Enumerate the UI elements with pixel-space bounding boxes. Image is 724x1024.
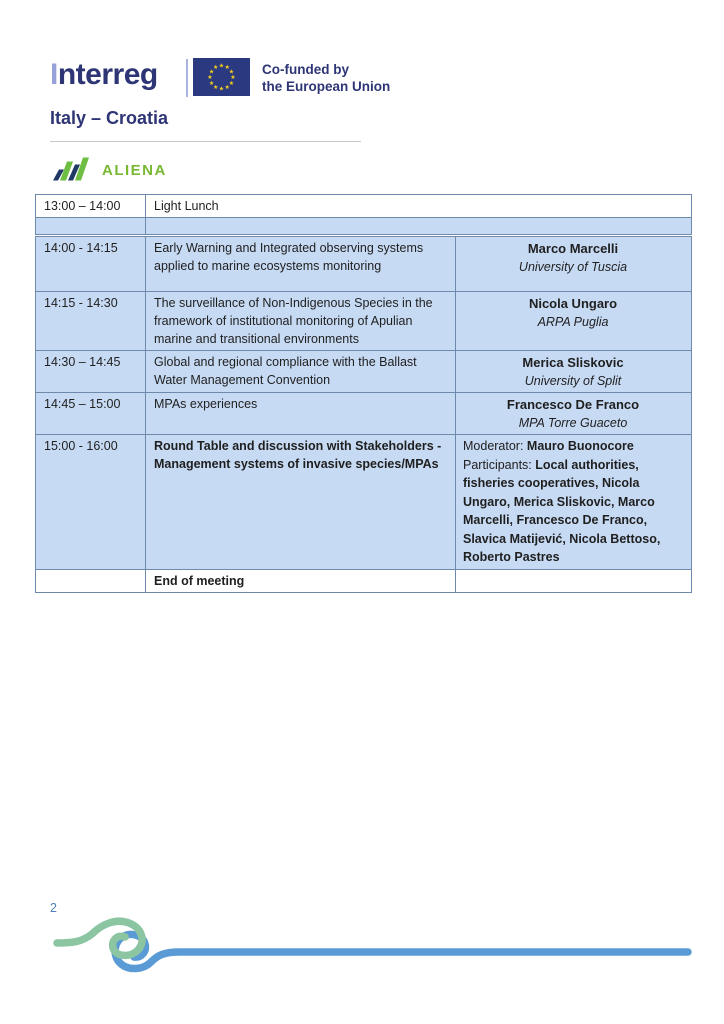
interreg-wordmark-rest: nterreg <box>57 58 158 91</box>
session-cell: Early Warning and Integrated observing systems applied to marine ecosystems monitoring <box>146 237 456 292</box>
session-cell: Global and regional compliance with the Ballast Water Management Convention <box>146 351 456 393</box>
agenda-table-main <box>35 236 691 593</box>
session-cell: End of meeting <box>146 569 456 592</box>
interreg-wordmark-initial: I <box>50 58 58 91</box>
time-cell: 14:15 - 14:30 <box>36 292 146 351</box>
speaker-affiliation: University of Tuscia <box>518 260 628 274</box>
speaker-cell <box>456 569 692 592</box>
speaker-cell <box>456 292 692 351</box>
speaker-name: Merica Sliskovic <box>522 355 624 370</box>
session-cell: Light Lunch <box>146 195 692 218</box>
participants-label: Participants: <box>463 457 536 472</box>
svg-text:★: ★ <box>230 74 236 82</box>
agenda-row <box>36 393 692 435</box>
wave-decoration <box>52 914 692 978</box>
participants-names: Local authorities, fisheries cooperatives, Nicola Ungaro, Merica Sliskovic, Marco Marcelli, Francesco De Franco, Slavica Matijević, Nicola Bettoso, Roberto Pastres <box>463 457 661 564</box>
time-cell: 15:00 - 16:00 <box>36 435 146 570</box>
speaker-name: Marco Marcelli <box>527 241 619 256</box>
agenda-row <box>36 569 692 592</box>
eu-flag-icon <box>193 58 250 96</box>
svg-text:★: ★ <box>207 74 213 82</box>
page-number: 2 <box>50 901 57 915</box>
wave-green-stroke <box>57 921 142 955</box>
svg-text:★: ★ <box>218 85 225 93</box>
moderator-name: Mauro Buonocore <box>526 439 634 453</box>
header-divider <box>50 141 361 142</box>
svg-text:★: ★ <box>228 79 235 87</box>
interreg-wordmark <box>50 58 158 92</box>
svg-text:★: ★ <box>228 68 235 76</box>
programme-title: Italy – Croatia <box>50 108 169 128</box>
speaker-affiliation: ARPA Puglia <box>537 315 609 329</box>
speaker-cell <box>456 351 692 393</box>
speaker-affiliation: MPA Torre Guaceto <box>518 416 628 430</box>
agenda-table-top <box>35 194 691 235</box>
time-cell <box>36 218 146 235</box>
svg-text:★: ★ <box>208 68 215 76</box>
speaker-name: Nicola Ungaro <box>528 296 618 311</box>
time-cell <box>36 569 146 592</box>
svg-text:★: ★ <box>218 62 225 70</box>
moderator-label: Moderator: <box>463 439 527 453</box>
svg-text:★: ★ <box>213 84 219 91</box>
time-cell: 14:00 - 14:15 <box>36 237 146 292</box>
cofunded-label <box>262 61 390 95</box>
session-cell: Round Table and discussion with Stakeholders - Management systems of invasive species/MPAs <box>146 435 456 570</box>
time-cell: 14:45 – 15:00 <box>36 393 146 435</box>
speaker-cell <box>456 237 692 292</box>
speaker-name: Francesco De Franco <box>506 397 640 412</box>
cofunded-line2: the European Union <box>262 79 391 94</box>
session-cell: MPAs experiences <box>146 393 456 435</box>
svg-text:★: ★ <box>224 84 230 91</box>
session-cell <box>146 218 692 235</box>
project-name: ALIENA <box>102 162 167 179</box>
agenda-row <box>36 237 692 292</box>
speaker-affiliation: University of Split <box>524 374 622 388</box>
time-cell: 14:30 – 14:45 <box>36 351 146 393</box>
svg-text:★: ★ <box>224 64 230 72</box>
agenda-row <box>36 195 692 218</box>
cofunded-line1: Co-funded by <box>262 62 349 77</box>
agenda-row <box>36 351 692 393</box>
time-cell: 13:00 – 14:00 <box>36 195 146 218</box>
aliena-w-icon <box>50 155 96 183</box>
session-cell: The surveillance of Non-Indigenous Species in the framework of institutional monitoring of Apulian marine and transitional environments <box>146 292 456 351</box>
svg-text:★: ★ <box>213 64 219 72</box>
agenda-row <box>36 435 692 570</box>
speaker-cell <box>456 393 692 435</box>
svg-text:★: ★ <box>208 79 215 87</box>
logo-separator <box>186 59 188 97</box>
agenda-row <box>36 218 692 235</box>
wave-blue-stroke <box>115 934 688 968</box>
agenda-row <box>36 292 692 351</box>
roundtable-cell <box>456 435 692 570</box>
